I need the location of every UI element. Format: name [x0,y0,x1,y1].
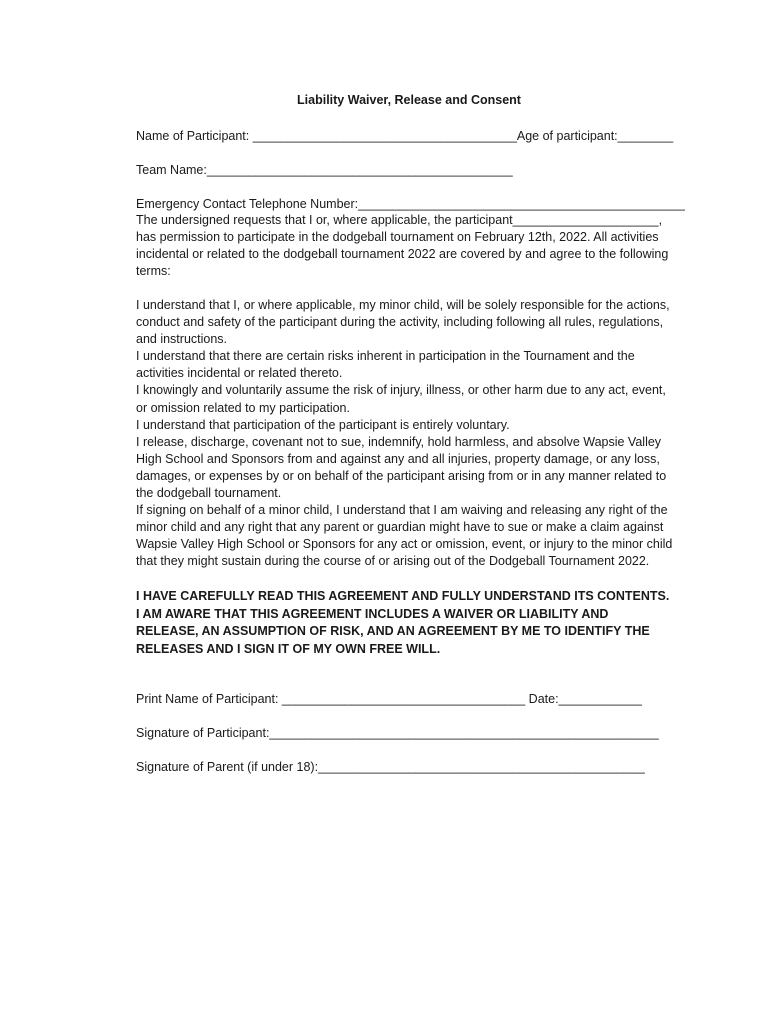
intro-paragraph [136,212,681,280]
acknowledgement-section [136,588,681,658]
terms-line: that they might sustain during the course of or arising out of the Dodgeball Tournament 2022. [136,554,650,569]
terms-line: I understand that participation of the participant is entirely voluntary. [136,417,510,432]
acknowledgement-line: RELEASES AND I SIGN IT OF MY OWN FREE WILL. [136,641,441,656]
signature-parent-field: Signature of Parent (if under 18):_______________________________________________ [136,760,645,774]
terms-line: I release, discharge, covenant not to sue, indemnify, hold harmless, and absolve Wapsie Valley [136,434,662,449]
terms-line: and instructions. [136,332,228,347]
intro-line: terms: [136,264,171,279]
acknowledgement-line: RELEASE, AN ASSUMPTION OF RISK, AND AN AGREEMENT BY ME TO IDENTIFY THE [136,624,650,639]
terms-line: High School and Sponsors from and against any and all injuries, property damage, or any loss, [136,451,660,466]
terms-line: I knowingly and voluntarily assume the risk of injury, illness, or other harm due to any act, event, [136,383,666,398]
intro-line: has permission to participate in the dodgeball tournament on February 12th, 2022. All activities [136,230,659,245]
terms-line: conduct and safety of the participant during the activity, including following all rules, regulations, [136,315,664,330]
acknowledgement-line: I HAVE CAREFULLY READ THIS AGREEMENT AND FULLY UNDERSTAND ITS CONTENTS. [136,589,670,603]
terms-section [136,297,681,571]
intro-line: incidental or related to the dodgeball tournament 2022 are covered by and agree to the following [136,247,669,262]
terms-line: I understand that I, or where applicable, my minor child, will be solely responsible for the actions, [136,298,670,312]
terms-line: minor child and any right that any parent or guardian might have to sue or make a claim against [136,520,664,535]
signature-participant-field: Signature of Participant:________________________________________________________ [136,726,659,740]
terms-line: I understand that there are certain risks inherent in participation in the Tournament and the [136,349,635,364]
acknowledgement-line: I AM AWARE THAT THIS AGREEMENT INCLUDES A WAIVER OR LIABILITY AND [136,606,609,621]
intro-line: The undersigned requests that I or, where applicable, the participant_____________________, [136,213,663,227]
terms-line: the dodgeball tournament. [136,486,282,501]
terms-line: Wapsie Valley High School or Sponsors for any act or omission, event, or injury to the minor child [136,537,673,552]
terms-line: or omission related to my participation. [136,400,350,415]
terms-line: If signing on behalf of a minor child, I understand that I am waiving and releasing any right of the [136,503,668,518]
emergency-contact-field: Emergency Contact Telephone Number:_______________________________________________ [136,197,685,211]
name-of-participant-field: Name of Participant: ______________________________________Age of participant:________ [136,129,674,143]
print-name-field: Print Name of Participant: ___________________________________ Date:____________ [136,692,642,706]
terms-line: activities incidental or related thereto. [136,366,343,381]
terms-line: damages, or expenses by or on behalf of the participant arising from or in any manner related to [136,468,667,483]
document-title: Liability Waiver, Release and Consent [297,93,521,107]
team-name-field: Team Name:____________________________________________ [136,163,513,177]
